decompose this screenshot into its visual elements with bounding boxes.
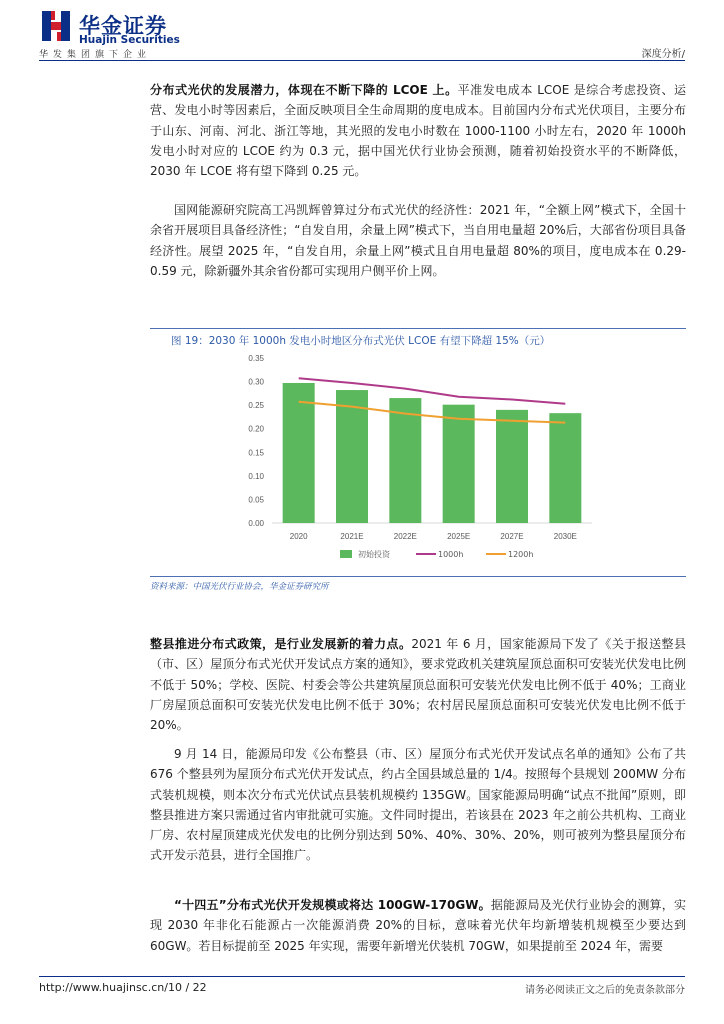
- x-tick-label: 2030E: [553, 532, 577, 541]
- legend-swatch-bar: [340, 550, 352, 558]
- paragraph-14th-plan-body: 据能源局及光伏行业协会的测算，实现 2030 年非化石能源占一次能源消费 20%的目标，意味着光伏年均新增装机规模至少要达到 60GW。若目标提前至 2025 年实现，需要年新增光伏装机 70GW，如果提前至 2024 年，需要: [150, 898, 686, 953]
- y-tick-label: 0.05: [248, 495, 264, 505]
- figure-title: 图 19：2030 年 1000h 发电小时地区分布式光伏 LCOE 有望下降超 15%（元）: [171, 335, 551, 347]
- paragraph-lcoe-body: 平准发电成本 LCOE 是综合考虑投资、运营、发电小时等因素后，全面反映项目全生命周期的度电成本。目前国内分布式光伏项目，主要分布于山东、河南、河北、浙江等地，其光照的发电小时数在 1000-1100 小时左右，2020 年 1000h 发电小时对应的 LCOE 约为 0.3 元，据中国光伏行业协会预测，随着初始投资水平的不断降低，2030 年 LCOE 将有望下降到 0.25 元。: [150, 83, 686, 179]
- y-tick-label: 0.35: [248, 354, 264, 363]
- brand-english-name: Huajin Securities: [79, 34, 180, 46]
- footer-divider: [39, 976, 685, 977]
- figure-source: 资料来源：中国光伏行业协会，华金证券研究所: [150, 582, 329, 592]
- legend-label: 初始投资: [358, 550, 390, 559]
- bar-2021E: [336, 390, 368, 523]
- figure-top-rule: [150, 328, 686, 329]
- bar-2030E: [549, 413, 581, 523]
- y-tick-label: 0.25: [248, 401, 264, 411]
- paragraph-county-policy-body: 2021 年 6 月，国家能源局下发了《关于报送整县（市、区）屋顶分布式光伏开发试点方案的通知》，要求党政机关建筑屋顶总面积可安装光伏发电比例不低于 50%；学校、医院、村委会等公共建筑屋顶总面积可安装光伏发电比例不低于 40%；工商业厂房屋顶总面积可安装光伏发电比例不低于 30%；农村居民屋顶总面积可安装光伏发电比例不低于 20%。: [150, 637, 686, 733]
- group-tagline: 华发集团旗下企业: [39, 50, 152, 60]
- report-type: 深度分析/: [641, 49, 685, 60]
- y-tick-label: 0.30: [248, 377, 264, 387]
- y-tick-label: 0.20: [248, 424, 264, 434]
- bar-2022E: [389, 398, 421, 523]
- legend-label: 1000h: [438, 550, 464, 559]
- lcoe-chart: [232, 346, 612, 576]
- paragraph-county-policy-heading: 整县推进分布式政策，是行业发展新的着力点。: [150, 637, 412, 651]
- figure-bottom-rule: [150, 576, 686, 577]
- x-tick-label: 2021E: [340, 532, 364, 541]
- header-divider: [39, 60, 685, 61]
- y-tick-label: 0.15: [248, 448, 264, 458]
- paragraph-14th-plan-heading: “十四五”分布式光伏开发规模或将达 100GW-170GW。: [174, 898, 491, 912]
- y-tick-label: 0.00: [248, 519, 264, 528]
- x-tick-label: 2020: [289, 532, 308, 541]
- paragraph-pilot-list: 9 月 14 日，能源局印发《公布整县（市、区）屋顶分布式光伏开发试点名单的通知》公布了共 676 个整县列为屋顶分布式光伏开发试点，约占全国县域总量的 1/4。按照每个县规划 200MW 分布式装机规模，则本次分布式光伏试点县装机规模约 135GW。国家能源局明确“试点不批闻”原则，即整县推进方案只需通过省内审批就可实施。文件同时提出，若该县在 2023 年之前公共机构、工商业厂房、农村屋顶建成光伏发电的比例分别达到 50%、40%、30%、20%，则可被列为整县屋顶分布式开发示范县，进行全国推广。: [150, 747, 686, 863]
- brand-name: 华金证券: [79, 14, 167, 38]
- paragraph-lcoe: [150, 80, 686, 181]
- paragraph-economics: 国网能源研究院高工冯凯辉曾算过分布式光伏的经济性：2021 年，“全额上网”模式下，全国十余省开展项目具备经济性；“自发自用，余量上网”模式下，当自用电量超 20%后，大部省份项目具备经济性。展望 2025 年，“自发自用，余量上网”模式且自用电量超 80%的项目，度电成本在 0.29-0.59 元，除新疆外其余省份都可实现用户侧平价上网。: [150, 203, 686, 278]
- huajin-logo-icon: [39, 8, 73, 44]
- paragraph-lcoe-heading: 分布式光伏的发展潜力，体现在不断下降的 LCOE 上。: [150, 83, 458, 97]
- bar-2020: [283, 383, 315, 523]
- footer-url-page: http://www.huajinsc.cn/10 / 22: [39, 981, 207, 994]
- x-tick-label: 2027E: [500, 532, 524, 541]
- bar-2025E: [443, 405, 475, 523]
- y-tick-label: 0.10: [248, 471, 264, 481]
- legend-label: 1200h: [508, 550, 534, 559]
- x-tick-label: 2025E: [447, 532, 471, 541]
- bar-2027E: [496, 410, 528, 523]
- paragraph-14th-plan: [150, 895, 686, 956]
- x-tick-label: 2022E: [393, 532, 417, 541]
- company-logo: [39, 8, 179, 48]
- footer-disclaimer: 请务必阅读正文之后的免责条款部分: [525, 985, 685, 996]
- paragraph-county-policy: [150, 634, 686, 735]
